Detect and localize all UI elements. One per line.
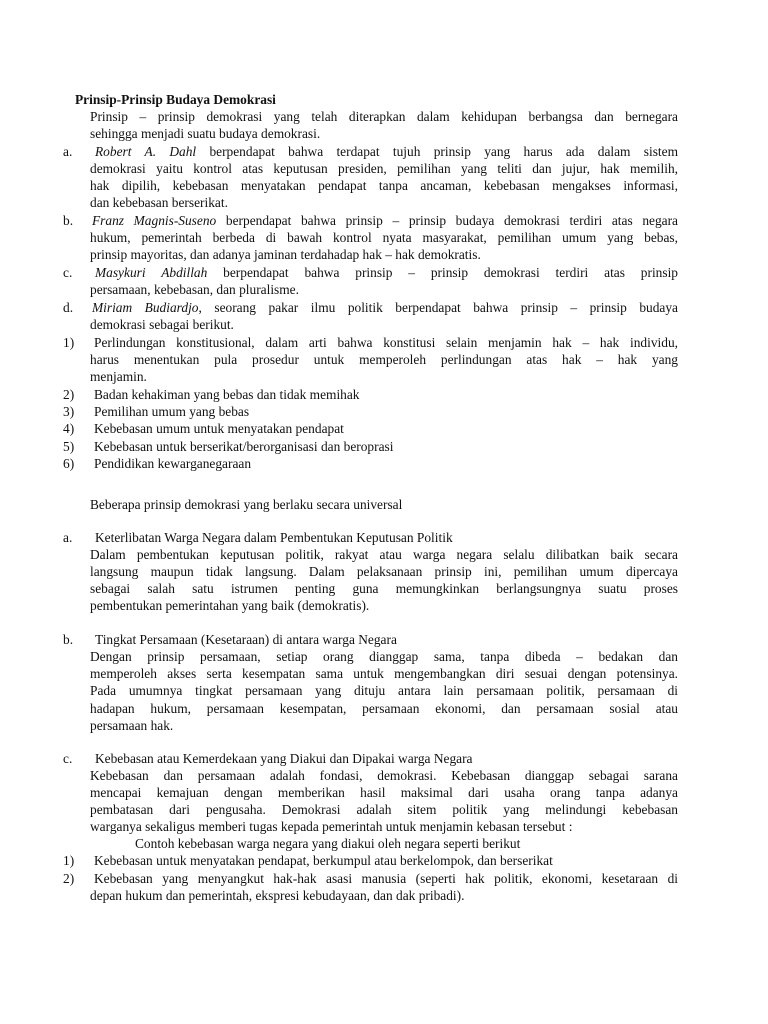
section-a-line-1: Dalam pembentukan keputusan politik, rakyat atau warga negara selalu dilibatkan baik secara: [90, 547, 678, 562]
section-c-line-1: Kebebasan dan persamaan adalah fondasi, demokrasi. Kebebasan dianggap sebagai sarana: [90, 768, 678, 783]
list-number: 5): [63, 439, 75, 454]
expert-franz-line-1: Franz Magnis-Suseno berpendapat bahwa prinsip – prinsip budaya demokrasi terdiri atas negara: [92, 213, 678, 228]
section-c-line-4: warganya sekaligus memberi tugas kepada pemerintah untuk menjamin kebasan tersebut :: [90, 819, 573, 834]
section-b-heading: Tingkat Persamaan (Kesetaraan) di antara warga Negara: [95, 632, 397, 647]
miriam-item-5: Kebebasan untuk berserikat/berorganisasi dan beroprasi: [94, 439, 394, 454]
example-item-1: Kebebasan untuk menyatakan pendapat, berkumpul atau berkelompok, dan berserikat: [94, 853, 553, 868]
section-a-heading: Keterlibatan Warga Negara dalam Pembentukan Keputusan Politik: [95, 530, 453, 545]
list-marker: b.: [63, 213, 74, 228]
section-a-line-4: pembentukan pemerintahan yang baik (demokratis).: [90, 598, 370, 613]
list-marker: a.: [63, 530, 73, 545]
section-b-line-1: Dengan prinsip persamaan, setiap orang dianggap sama, tanpa dibeda – bedakan dan: [90, 649, 678, 664]
miriam-item-4: Kebebasan umum untuk menyatakan pendapat: [94, 421, 344, 436]
expert-name: Franz Magnis-Suseno: [92, 213, 217, 228]
section-c-line-2: mencapai kemajuan dengan memberikan hasil maksimal dari usaha orang tanpa adanya: [90, 785, 678, 800]
list-number: 3): [63, 404, 75, 419]
section-b-line-3: Pada umumnya tingkat persamaan yang dituju antara lain persamaan politik, persamaan di: [90, 683, 678, 698]
expert-masykuri-line-1: Masykuri Abdillah berpendapat bahwa prinsip – prinsip demokrasi terdiri atas prinsip: [95, 265, 678, 280]
expert-masykuri-line-2: persamaan, kebebasan, dan pluralisme.: [90, 282, 299, 297]
expert-dahl-line-3: hak dipilih, kebebasan menyatakan pendapat tanpa ancaman, kebebasan mengakses informasi,: [90, 178, 678, 193]
list-marker: c.: [63, 265, 73, 280]
expert-franz-line-3: prinsip mayoritas, dan adanya jaminan terdahadap hak – hak demokratis.: [90, 247, 481, 262]
section-a-line-2: langsung maupun tidak langsung. Dalam pelaksanaan prinsip ini, pemilihan umum dipercaya: [90, 564, 678, 579]
expert-name: Masykuri Abdillah: [95, 265, 208, 280]
list-number: 2): [63, 387, 75, 402]
miriam-item-2: Badan kehakiman yang bebas dan tidak memihak: [94, 387, 360, 402]
list-number: 4): [63, 421, 75, 436]
example-intro: Contoh kebebasan warga negara yang diakui oleh negara seperti berikut: [135, 836, 521, 851]
list-number: 1): [63, 853, 75, 868]
section-b-line-2: memperoleh akses serta kesempatan sama untuk mengembangkan diri sesuai dengan potensinya.: [90, 666, 678, 681]
expert-miriam-line-1: Miriam Budiardjo, seorang pakar ilmu politik berpendapat bahwa prinsip – prinsip budaya: [92, 300, 678, 315]
intro-line-2: sehingga menjadi suatu budaya demokrasi.: [90, 126, 321, 141]
miriam-item-1-line-3: menjamin.: [90, 369, 147, 384]
document-title: Prinsip-Prinsip Budaya Demokrasi: [75, 92, 276, 107]
expert-dahl-line-1: Robert A. Dahl berpendapat bahwa terdapat tujuh prinsip yang harus ada dalam sistem: [95, 144, 678, 159]
expert-miriam-line-2: demokrasi sebagai berikut.: [90, 317, 234, 332]
expert-dahl-line-2: demokrasi yaitu kontrol atas keputusan presiden, pemilihan yang teliti dan jujur, hak memilih,: [90, 161, 678, 176]
list-number: 1): [63, 335, 75, 350]
example-item-2-line-2: depan hukum dan pemerintah, ekspresi kebudayaan, dan dak pribadi).: [90, 888, 465, 903]
universal-heading: Beberapa prinsip demokrasi yang berlaku secara universal: [90, 497, 403, 512]
section-b-line-4: hadapan hukum, persamaan kesempatan, persamaan ekonomi, dan persamaan sosial atau: [90, 701, 678, 716]
miriam-item-1-line-1: Perlindungan konstitusional, dalam arti bahwa konstitusi selain menjamin hak – hak individu,: [94, 335, 678, 350]
expert-franz-line-2: hukum, pemerintah berbeda di bawah kontrol nyata masyarakat, pemilihan umum yang bebas,: [90, 230, 678, 245]
intro-line-1: Prinsip – prinsip demokrasi yang telah diterapkan dalam kehidupan berbangsa dan bernegara: [90, 109, 678, 124]
section-b-line-5: persamaan hak.: [90, 718, 174, 733]
list-marker: d.: [63, 300, 74, 315]
section-c-line-3: pembatasan dari pengusaha. Demokrasi adalah sitem politik yang melindungi kebebasan: [90, 802, 678, 817]
list-marker: c.: [63, 751, 73, 766]
example-item-2-line-1: Kebebasan yang menyangkut hak-hak asasi manusia (seperti hak politik, ekonomi, kesetaraan di: [94, 871, 678, 886]
list-number: 2): [63, 871, 75, 886]
miriam-item-3: Pemilihan umum yang bebas: [94, 404, 250, 419]
expert-name: Miriam Budiardjo: [92, 300, 199, 315]
list-marker: a.: [63, 144, 73, 159]
section-c-heading: Kebebasan atau Kemerdekaan yang Diakui dan Dipakai warga Negara: [95, 751, 473, 766]
list-marker: b.: [63, 632, 74, 647]
section-a-line-3: sebagai salah satu istrumen penting guna memungkinkan berlangsungnya suatu proses: [90, 581, 678, 596]
miriam-item-6: Pendidikan kewarganegaraan: [94, 456, 252, 471]
list-number: 6): [63, 456, 75, 471]
expert-dahl-line-4: dan kebebasan berserikat.: [90, 195, 228, 210]
miriam-item-1-line-2: harus menentukan pula prosedur untuk memperoleh perlindungan atas hak – hak yang: [90, 352, 678, 367]
expert-name: Robert A. Dahl: [95, 144, 197, 159]
